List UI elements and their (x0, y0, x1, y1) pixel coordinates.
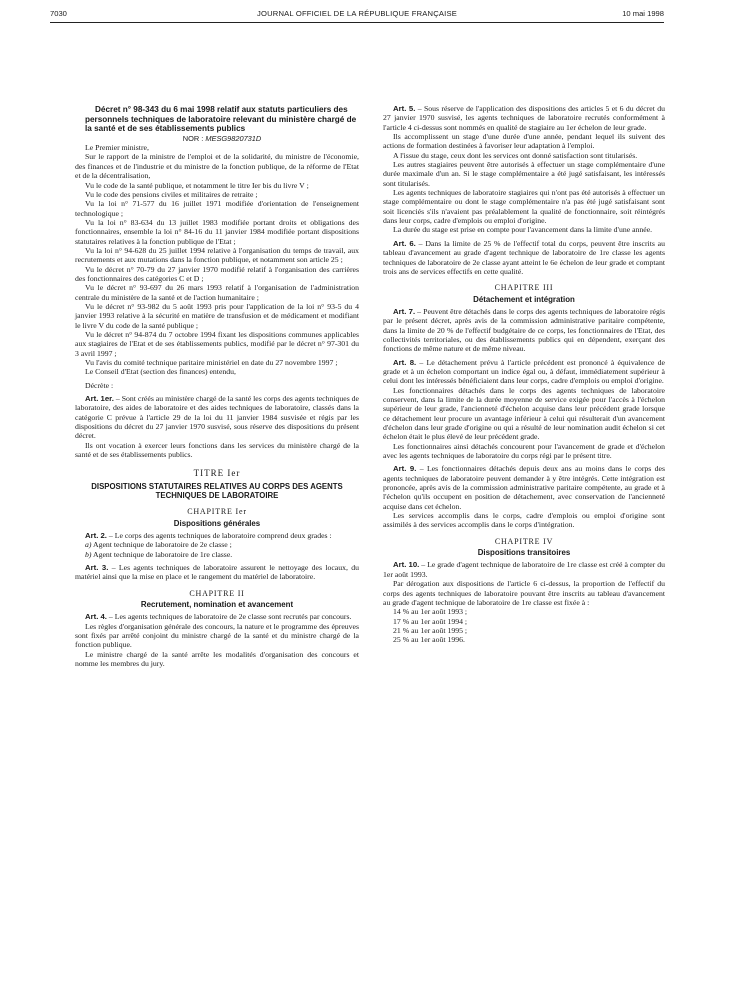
article-8-paragraph: Les fonctionnaires ainsi détachés concourent pour l'avancement de grade et d'échelon avec les agents techniques de laboratoire du corps régi par le présent titre. (383, 441, 665, 461)
article-5-paragraph: Les agents techniques de laboratoire stagiaires qui n'ont pas été autorisés à effectuer un stage complémentaire ou dont le stage complémentaire n'a pas été jugé satisfaisant sont soit licenciés s'ils n'avaient pas préalablement la qualité de fonctionnaire, soit réintégrés dans leur corps, cadre d'emplois ou emploi d'origine. (383, 188, 665, 226)
article-8-text: – Le détachement prévu à l'article précédent est prononcé à équivalence de grade et à un échelon comportant un indice égal ou, à défaut, immédiatement supérieur à celui dont les intéressés bénéficiaient dans leur corps, cadre d'emplois ou emploi d'origine. (383, 357, 665, 386)
rate-line: 25 % au 1er août 1996. (393, 635, 465, 645)
preamble-paragraph: Vu le décret n° 93-697 du 26 mars 1993 relatif à l'organisation de l'administration centrale du ministère de la santé et de l'action humanitaire ; (75, 283, 359, 302)
preamble-paragraph: Sur le rapport de la ministre de l'emploi et de la solidarité, du ministre de l'économie, des finances et de l'industrie et du ministre de la fonction publique, de la réforme de l'Etat et de la décentralisation, (75, 152, 359, 181)
item-a-label: a) (85, 540, 92, 550)
article-1 (75, 394, 359, 441)
preamble-paragraph: Vu le décret n° 94-874 du 7 octobre 1994 fixant les dispositions communes applicables aux stagiaires de l'Etat et de ses établissements publics, modifié par le décret n° 97-301 du 3 avril 1997 ; (75, 330, 359, 358)
article-4-paragraph: Le ministre chargé de la santé arrête les modalités d'organisation des concours et nomme les membres du jury. (75, 649, 359, 669)
article-5 (383, 104, 665, 132)
article-8-paragraph: Les fonctionnaires détachés dans le corps des agents techniques de laboratoire conservent, dans la limite de la durée moyenne de service exigée pour l'accès à l'échelon supérieur de leur grade, l'ancienneté d'échelon acquise dans leur précédent grade lorsque ce détachement leur procure un avantage inférieur à celui qui résulterait d'un avancement d'échelon dans leur grade d'origine ou qui a résulté de leur nomination audit échelon si cet échelon était le plus élevé de leur précédent grade. (383, 385, 665, 442)
titre-heading: TITRE Ier (193, 468, 241, 479)
article-10 (383, 560, 665, 579)
nor-value: MESG9820731D (205, 133, 262, 143)
preamble-paragraph: Vu la loi n° 83-634 du 13 juillet 1983 modifiée portant droits et obligations des fonctionnaires, ensemble la loi n° 84-16 du 11 janvier 1984 modifiée portant dispositions statutaires relatives à la fonction publique de l'Etat ; (75, 217, 359, 246)
article-3-text: – Les agents techniques de laboratoire assurent le nettoyage des locaux, du matériel ainsi que la mise en place et le rangement du matériel de laboratoire. (75, 562, 359, 582)
preamble-paragraph: Vu le décret n° 70-79 du 27 janvier 1970 modifié relatif à l'organisation des carrières des fonctionnaires des catégories C et D ; (75, 264, 359, 283)
article-10-label: Art. 10. (393, 560, 420, 570)
article-4-text: – Les agents techniques de laboratoire de 2e classe sont recrutés par concours. (106, 612, 352, 622)
article-4 (75, 612, 359, 621)
rate-line: 21 % au 1er août 1995 ; (393, 625, 468, 635)
chapter-1-title: Dispositions générales (173, 518, 261, 528)
chapter-1-heading: CHAPITRE Ier (187, 507, 247, 517)
preamble-paragraph: Vu la loi n° 94-628 du 25 juillet 1994 relative à l'organisation du temps de travail, aux recrutements et aux mutations dans la fonction publique, et notamment son article 25 ; (75, 245, 359, 265)
journal-title: JOURNAL OFFICIEL DE LA RÉPUBLIQUE FRANÇAISE (256, 9, 458, 18)
rate-line: 17 % au 1er août 1994 ; (393, 616, 468, 626)
right-column (383, 104, 665, 645)
item-b-label: b) (85, 549, 92, 559)
article-4-paragraph: Les règles d'organisation générale des concours, la nature et le programme des épreuves sont fixés par arrêté conjoint du ministre chargé de la santé et du ministre chargé de la fonction publique. (75, 621, 359, 650)
nor-label: NOR : (182, 133, 204, 143)
preamble-paragraph: Le Premier ministre, (85, 143, 149, 153)
article-9-paragraph: Les services accomplis dans le corps, cadre d'emplois ou emploi d'origine sont assimilés à des services accomplis dans le corps d'intégration. (383, 511, 665, 530)
preamble-paragraph: Vu l'avis du comité technique paritaire ministériel en date du 27 novembre 1997 ; (85, 358, 338, 368)
article-10-paragraph: Par dérogation aux dispositions de l'article 6 ci-dessus, la proportion de l'effectif du corps des agents techniques de laboratoire pouvant être inscrits au tableau d'avancement au grade d'agent technique de laboratoire de 1re classe est fixée à : (383, 579, 665, 607)
article-3 (75, 563, 359, 582)
article-6-text: – Dans la limite de 25 % de l'effectif total du corps, peuvent être inscrits au tableau d'avancement au grade d'agent technique de laboratoire de 1re classe les agents techniques de laboratoire de 2e classe ayant atteint le 6e échelon de leur grade et comptant trois ans de services effectifs en cette qualité. (383, 238, 666, 276)
article-9-label: Art. 9. (393, 464, 417, 474)
preamble-paragraph: Vu le décret n° 93-982 du 5 août 1993 pris pour l'application de la loi n° 93-5 du 4 janvier 1993 relative à la sécurité en matière de transfusion et de médicament et modifiant le livre V du code de la santé publique ; (75, 301, 359, 330)
nor-reference (75, 134, 359, 143)
article-10-text: – Le grade d'agent technique de laboratoire de 1re classe est créé à compter du 1er août 1993. (383, 560, 665, 579)
article-8-label: Art. 8. (393, 357, 417, 367)
article-5-paragraph: A l'issue du stage, ceux dont les services ont donné satisfaction sont titularisés. (393, 150, 638, 160)
article-6-label: Art. 6. (393, 238, 416, 248)
chapter-4-title: Dispositions transitoires (477, 548, 571, 558)
header-rule (50, 22, 664, 23)
article-9-text: – Les fonctionnaires détachés depuis deux ans au moins dans le corps des agents techniques de laboratoire peuvent demander à y être intégrés. Cette intégration est prononcée, après avis de la commission administrative paritaire compétente, au grade et à l'échelon qu'ils occupent en position de détachement, avec conservation de l'ancienneté acquise dans cet échelon. (383, 464, 665, 511)
article-7 (383, 307, 665, 354)
chapter-3-heading: CHAPITRE III (494, 283, 554, 293)
chapter-2-heading: CHAPITRE II (189, 588, 245, 598)
article-1-text: – Sont créés au ministère chargé de la santé les corps des agents techniques de laboratoire, des aides de laboratoire et des aides techniques de laboratoire, classés dans la catégorie C prévue à l'article 29 de la loi du 11 janvier 1984 susvisée et régis par les dispositions du décret du 27 janvier 1970 susvisé, sous réserve des dispositions du présent décret. (75, 394, 359, 441)
item-b-text: Agent technique de laboratoire de 1re classe. (91, 549, 233, 559)
article-2-label: Art. 2. (85, 530, 107, 540)
preamble-paragraph: Vu la loi n° 71-577 du 16 juillet 1971 modifiée d'orientation de l'enseignement technologique ; (75, 199, 359, 218)
chapter-2-title: Recrutement, nomination et avancement (140, 599, 294, 609)
article-7-text: – Peuvent être détachés dans le corps des agents techniques de laboratoire régis par le présent décret, après avis de la commission administrative paritaire compétente, dans la limite de 20 % de l'effectif budgétaire de ce corps, les fonctionnaires de l'Etat, des collectivités territoriales, ou des établissements publics qui en dépendent, exerçant des fonctions de même nature et de même niveau. (383, 306, 666, 354)
article-2-text: – Le corps des agents techniques de laboratoire comprend deux grades : (106, 530, 332, 540)
preamble-paragraph: Vu le code des pensions civiles et militaires de retraite ; (85, 189, 258, 199)
item-a-text: Agent technique de laboratoire de 2e classe ; (91, 540, 232, 550)
left-column (75, 105, 359, 668)
article-3-label: Art. 3. (85, 562, 109, 572)
titre-title: DISPOSITIONS STATUTAIRES RELATIVES AU CORPS DES AGENTS TECHNIQUES DE LABORATOIRE (91, 481, 343, 501)
article-2-item-b (75, 550, 359, 559)
article-2 (75, 531, 359, 540)
issue-date: 10 mai 1998 (622, 9, 664, 18)
page-number: 7030 (50, 9, 67, 18)
article-9 (383, 464, 665, 511)
article-1-label: Art. 1er. (85, 394, 114, 404)
article-8 (383, 358, 665, 386)
article-5-paragraph: La durée du stage est prise en compte pour l'avancement dans la limite d'une année. (393, 225, 653, 235)
article-1-paragraph: Ils ont vocation à exercer leurs fonctions dans les services du ministère chargé de la santé et de ses établissements publics. (75, 440, 359, 460)
article-5-text: – Sous réserve de l'application des dispositions des articles 5 et 6 du décret du 27 janvier 1970 susvisé, les agents techniques de laboratoire recrutés conformément à l'article 4 ci-dessus sont nommés en qualité de stagiaire au 1er échelon de leur grade. (383, 104, 665, 132)
decrete-line: Décrète : (85, 380, 114, 390)
preamble-paragraph: Vu le code de la santé publique, et notamment le titre Ier bis du livre V ; (85, 180, 309, 190)
page-header (50, 5, 664, 21)
article-6 (383, 239, 665, 276)
article-7-label: Art. 7. (393, 306, 416, 316)
rate-line: 14 % au 1er août 1993 ; (393, 607, 468, 617)
article-2-item-a (75, 540, 359, 549)
article-5-label: Art. 5. (393, 104, 416, 113)
article-4-label: Art. 4. (85, 612, 107, 622)
article-5-paragraph: Ils accomplissent un stage d'une durée d'une année, pendant lequel ils suivent des actions de formation destinées à favoriser leur adaptation à l'emploi. (383, 132, 665, 151)
preamble-paragraph: Le Conseil d'Etat (section des finances) entendu, (85, 367, 236, 377)
preamble (75, 143, 359, 377)
chapter-3-title: Détachement et intégration (473, 294, 575, 304)
chapter-4-heading: CHAPITRE IV (494, 536, 554, 546)
article-5-paragraph: Les autres stagiaires peuvent être autorisés à effectuer un stage complémentaire d'une durée maximale d'un an. Si le stage complémentaire a été jugé satisfaisant, les intéressés sont titularisés. (383, 160, 665, 188)
decree-title: Décret n° 98-343 du 6 mai 1998 relatif aux statuts particuliers des personnels techniques de laboratoire relevant du ministère chargé de la santé et de ses établissements publics (85, 105, 357, 134)
